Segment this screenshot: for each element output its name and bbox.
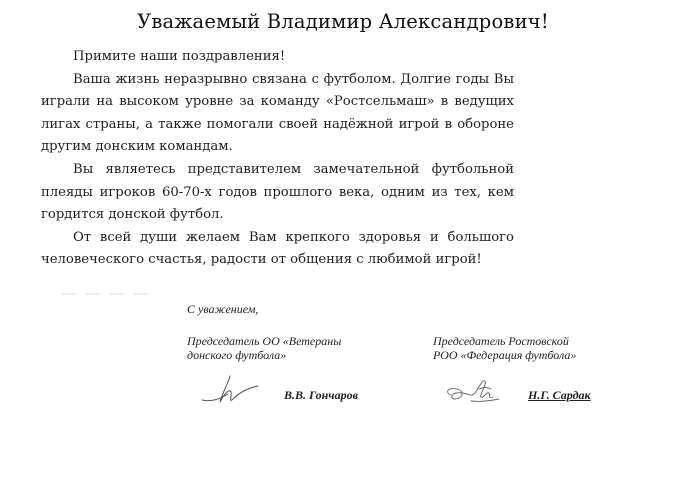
left-role-line2: донского футбола» <box>187 348 287 362</box>
right-signatory-name: Н.Г. Сардак <box>528 388 591 402</box>
letter-paragraph: Вы являетесь представителем замечательной футбольной плеяды игроков 60-70-х годов прошлого века, одним из тех, кем гордится донской футбол. <box>41 161 514 223</box>
right-signatory-role <box>433 334 576 362</box>
signature-right-icon <box>443 375 501 407</box>
letter-body <box>41 46 514 272</box>
scan-smudge <box>62 291 152 297</box>
letter-salutation: Уважаемый Владимир Александрович! <box>137 10 549 33</box>
closing-phrase: С уважением, <box>187 302 259 316</box>
left-role-line1: Председатель ОО «Ветераны <box>187 334 342 348</box>
letter-paragraph: От всей души желаем Вам крепкого здоровья и большого человеческого счастья, радости от общения с любимой игрой! <box>41 229 514 268</box>
left-signatory-role <box>187 334 341 362</box>
right-role-line2: РОО «Федерация футбола» <box>433 348 577 362</box>
letter-paragraph: Примите наши поздравления! <box>73 49 286 64</box>
left-signatory-name: В.В. Гончаров <box>284 388 358 402</box>
signature-left-icon <box>200 372 260 408</box>
letter-paragraph: Ваша жизнь неразрывно связана с футболом. Долгие годы Вы играли на высоком уровне за команду «Ростсельмаш» в ведущих лигах страны, а также помогали своей надёжной игрой в обороне другим донским командам. <box>41 71 514 155</box>
right-role-line1: Председатель Ростовской <box>433 334 569 348</box>
